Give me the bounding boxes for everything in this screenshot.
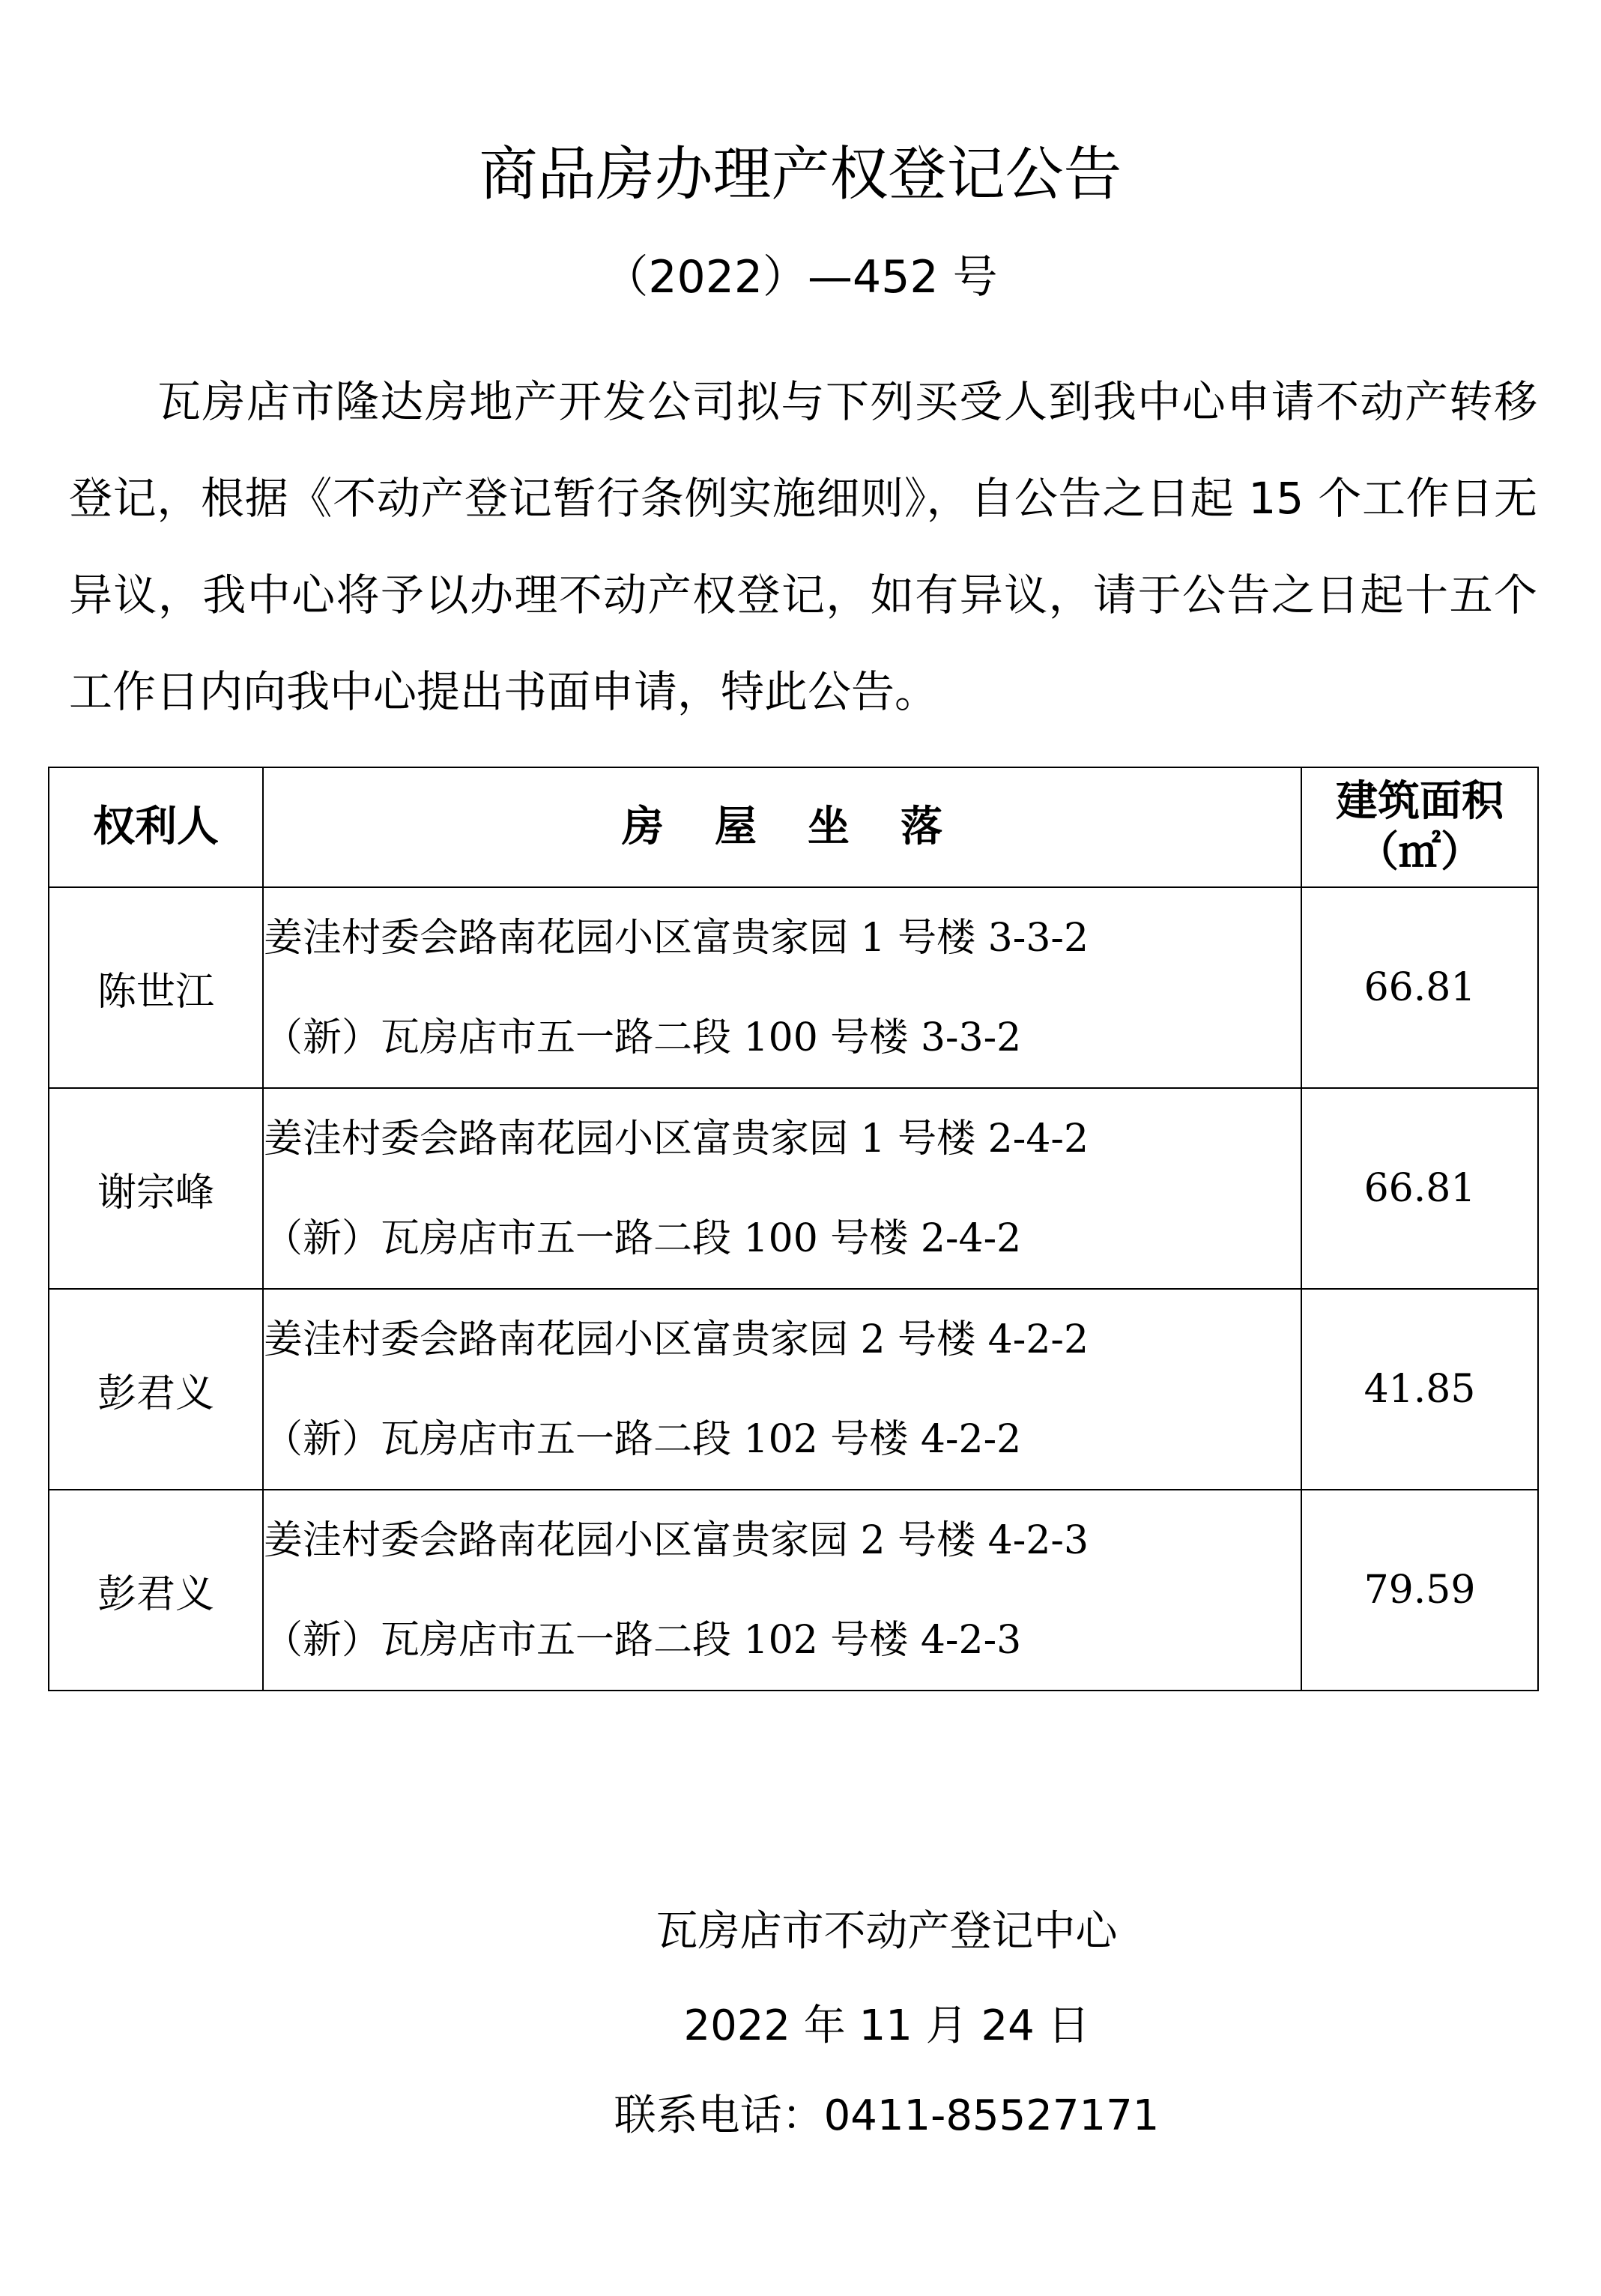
registration-table	[48, 767, 1539, 1691]
address-cell	[263, 1289, 1301, 1490]
area-cell: 41.85	[1301, 1289, 1538, 1490]
address-new: （新）瓦房店市五一路二段 102 号楼 4-2-2	[264, 1416, 1022, 1462]
owner-cell: 彭君义	[49, 1490, 263, 1691]
owner-cell: 谢宗峰	[49, 1088, 263, 1289]
address-cell	[263, 887, 1301, 1088]
header-area-label: 建筑面积	[1336, 777, 1504, 826]
address-cell	[263, 1088, 1301, 1289]
page-title: 商品房办理产权登记公告	[479, 141, 1122, 208]
contact-phone: 联系电话：0411-85527171	[614, 2091, 1160, 2140]
document-number: （2022）—452 号	[603, 251, 998, 303]
header-area	[1301, 767, 1538, 887]
header-area-unit: （㎡）	[1357, 828, 1483, 877]
header-owner: 权利人	[49, 767, 263, 887]
announcement-body: 瓦房店市隆达房地产开发公司拟与下列买受人到我中心申请不动产转移登记，根据《不动产登记暂行条例实施细则》，自公告之日起 15 个工作日无异议，我中心将予以办理不动产权登记，如有异议，请于公告之日起十五个工作日内向我中心提出书面申请，特此公告。	[69, 376, 1537, 717]
header-address-char: 落	[901, 803, 942, 851]
table-row	[49, 1490, 1538, 1691]
header-address-char: 坐	[808, 803, 850, 851]
address-old: 姜洼村委会路南花园小区富贵家园 1 号楼 3-3-2	[264, 915, 1089, 961]
table-row	[49, 1088, 1538, 1289]
issue-date: 2022 年 11 月 24 日	[683, 2002, 1090, 2050]
address-new: （新）瓦房店市五一路二段 100 号楼 2-4-2	[264, 1215, 1022, 1261]
issuing-organization: 瓦房店市不动产登记中心	[656, 1907, 1118, 1956]
owner-cell: 彭君义	[49, 1289, 263, 1490]
address-old: 姜洼村委会路南花园小区富贵家园 2 号楼 4-2-2	[264, 1317, 1089, 1362]
area-cell: 66.81	[1301, 1088, 1538, 1289]
address-old: 姜洼村委会路南花园小区富贵家园 2 号楼 4-2-3	[264, 1517, 1089, 1563]
header-address-char: 房	[622, 803, 664, 851]
address-new: （新）瓦房店市五一路二段 100 号楼 3-3-2	[264, 1015, 1022, 1060]
table-row	[49, 887, 1538, 1088]
address-cell	[263, 1490, 1301, 1691]
address-old: 姜洼村委会路南花园小区富贵家园 1 号楼 2-4-2	[264, 1116, 1089, 1161]
table-row	[49, 1289, 1538, 1490]
header-address-char: 屋	[715, 803, 757, 851]
area-cell: 79.59	[1301, 1490, 1538, 1691]
address-new: （新）瓦房店市五一路二段 102 号楼 4-2-3	[264, 1617, 1022, 1663]
header-address	[263, 767, 1301, 887]
area-cell: 66.81	[1301, 887, 1538, 1088]
owner-cell: 陈世江	[49, 887, 263, 1088]
table-header-row	[49, 767, 1538, 887]
